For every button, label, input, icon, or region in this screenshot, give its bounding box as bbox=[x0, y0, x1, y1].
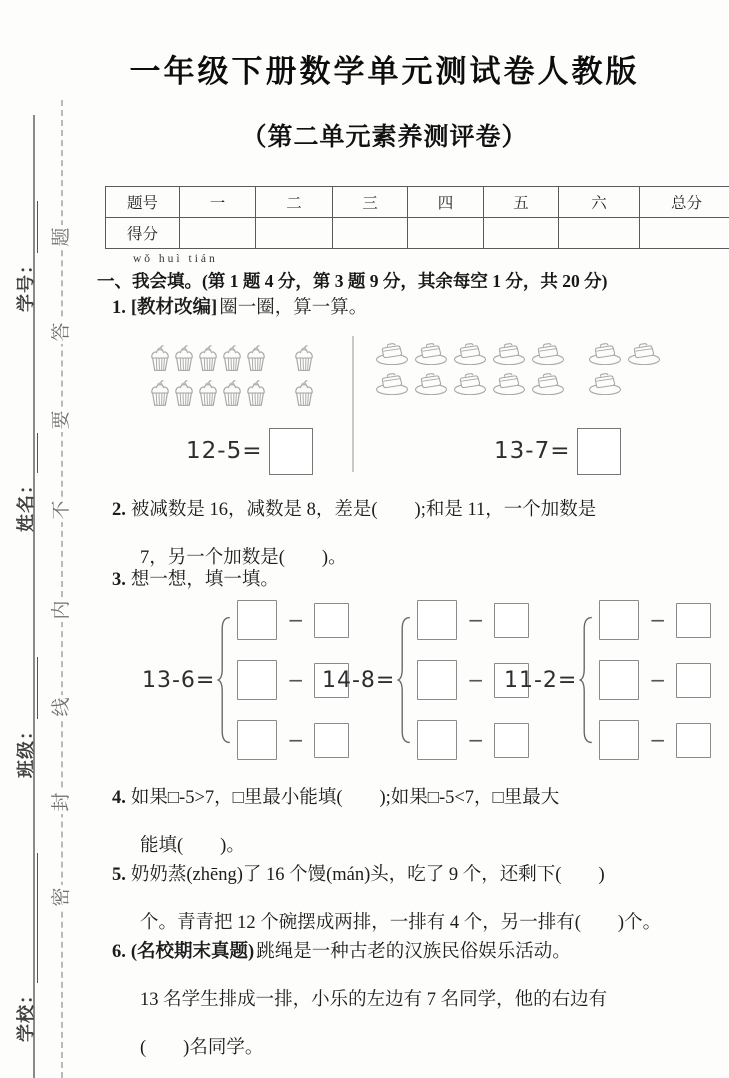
score-table-header-cell: 二 bbox=[256, 187, 333, 218]
seal-char: 题 bbox=[50, 225, 74, 249]
cupcake-icon bbox=[292, 344, 315, 372]
cupcake-icon bbox=[244, 344, 267, 372]
q3-group bbox=[142, 596, 349, 764]
q3-group bbox=[504, 596, 711, 764]
seal-char: 不 bbox=[50, 498, 74, 522]
q3-row bbox=[599, 600, 711, 640]
equation-2 bbox=[494, 426, 621, 476]
cake-icon bbox=[530, 372, 566, 395]
cake-icon bbox=[413, 372, 449, 395]
q3-expression: 14-8= bbox=[322, 667, 396, 693]
seal-char: 密 bbox=[50, 885, 74, 909]
pinyin-annotation: wǒ huì tián bbox=[133, 253, 218, 265]
question-6-tag: (名校期末真题) bbox=[130, 942, 255, 962]
section-1-number: 一、 bbox=[97, 271, 132, 291]
question-3-text: 想一想，填一填。 bbox=[130, 570, 279, 590]
cake-icon bbox=[587, 342, 623, 365]
question-6-line2: 13 名学生排成一排，小乐的左边有 7 名同学，他的右边有 bbox=[140, 990, 608, 1010]
section-1-points: 。(第 1 题 4 分，第 3 题 9 分，其余每空 1 分，共 20 分) bbox=[184, 271, 608, 291]
question-1-number: 1. bbox=[112, 298, 126, 318]
score-cell-empty bbox=[408, 218, 484, 249]
seal-char: 答 bbox=[50, 320, 74, 344]
cake-icon bbox=[530, 342, 566, 365]
student-info-label bbox=[16, 185, 38, 312]
question-2-line2: 7，另一个加数是( )。 bbox=[140, 548, 347, 568]
cupcake-icon bbox=[220, 379, 243, 407]
cake-icon bbox=[452, 342, 488, 365]
score-table-header-cell: 三 bbox=[333, 187, 408, 218]
cupcake-icon bbox=[292, 379, 315, 407]
cake-icon bbox=[452, 372, 488, 395]
score-table-corner: 题号 bbox=[106, 187, 180, 218]
cupcake-icon bbox=[196, 379, 219, 407]
cake-icon bbox=[626, 342, 662, 365]
score-cell-empty bbox=[640, 218, 729, 249]
question-1 bbox=[112, 284, 367, 332]
equation-1-text: 12-5= bbox=[186, 438, 263, 464]
question-2-line1: 被减数是 16，减数是 8，差是( );和是 11，一个加数是 bbox=[130, 500, 597, 520]
question-6 bbox=[112, 928, 607, 1072]
score-table bbox=[105, 186, 729, 249]
question-6-number: 6. bbox=[112, 942, 126, 962]
fill-box bbox=[237, 720, 277, 760]
cupcake-group bbox=[148, 344, 316, 414]
q3-group bbox=[322, 596, 529, 764]
question-5-line1: 奶奶蒸(zhēng)了 16 个馒(mán)头，吃了 9 个，还剩下( ) bbox=[130, 865, 605, 885]
fill-box bbox=[676, 663, 711, 698]
minus-sign: − bbox=[467, 668, 485, 692]
fill-box bbox=[417, 720, 457, 760]
cake-row bbox=[374, 372, 665, 395]
cake-icon bbox=[374, 342, 410, 365]
cake-icon bbox=[491, 342, 527, 365]
score-table-header-cell: 五 bbox=[484, 187, 559, 218]
page-subtitle: （第二单元素养测评卷） bbox=[241, 123, 528, 151]
minus-sign: − bbox=[287, 668, 305, 692]
minus-sign: − bbox=[649, 608, 667, 632]
answer-box bbox=[269, 428, 313, 475]
score-cell-empty bbox=[484, 218, 559, 249]
question-6-line3: ( )名同学。 bbox=[140, 1038, 264, 1058]
fill-box bbox=[417, 660, 457, 700]
equation-1 bbox=[186, 426, 313, 476]
cake-icon bbox=[374, 372, 410, 395]
question-6-line1: 跳绳是一种古老的汉族民俗娱乐活动。 bbox=[256, 942, 571, 962]
cake-icon bbox=[413, 342, 449, 365]
cupcake-icon bbox=[148, 379, 171, 407]
student-info-label bbox=[16, 420, 38, 532]
cake-icon bbox=[587, 372, 623, 395]
cupcake-row bbox=[148, 344, 316, 372]
cupcake-row bbox=[148, 379, 316, 407]
answer-box bbox=[577, 428, 621, 475]
q3-expression: 11-2= bbox=[504, 667, 578, 693]
cupcake-icon bbox=[196, 344, 219, 372]
fill-in-blank-line bbox=[19, 433, 38, 473]
fill-in-blank-line bbox=[19, 201, 38, 253]
fill-box bbox=[599, 720, 639, 760]
score-row-label: 得分 bbox=[106, 218, 180, 249]
score-cell-empty bbox=[180, 218, 256, 249]
score-table-header-cell: 四 bbox=[408, 187, 484, 218]
equation-2-text: 13-7= bbox=[494, 438, 571, 464]
fill-box bbox=[676, 603, 711, 638]
group-gap bbox=[268, 371, 292, 372]
cake-group bbox=[374, 342, 665, 402]
minus-sign: − bbox=[467, 608, 485, 632]
fill-box bbox=[599, 600, 639, 640]
minus-sign: − bbox=[287, 728, 305, 752]
minus-sign: − bbox=[467, 728, 485, 752]
score-table-header-cell: 一 bbox=[180, 187, 256, 218]
page-title: 一年级下册数学单元测试卷人教版 bbox=[129, 54, 640, 89]
q3-rows bbox=[599, 600, 711, 760]
question-4-number: 4. bbox=[112, 788, 126, 808]
student-info-label bbox=[16, 833, 38, 1042]
score-cell-empty bbox=[333, 218, 408, 249]
student-info-label bbox=[16, 640, 38, 778]
question-5-line2: 个。青青把 12 个碗摆成两排，一排有 4 个，另一排有( )个。 bbox=[140, 913, 662, 933]
question-1-text: 圈一圈，算一算。 bbox=[219, 298, 368, 318]
group-gap bbox=[268, 406, 292, 407]
question-5-number: 5. bbox=[112, 865, 126, 885]
fill-box bbox=[237, 600, 277, 640]
fill-box bbox=[417, 600, 457, 640]
seal-char: 封 bbox=[50, 790, 74, 814]
question-1-tag: [教材改编] bbox=[130, 298, 218, 318]
minus-sign: − bbox=[649, 728, 667, 752]
score-table-header-cell: 总分 bbox=[640, 187, 729, 218]
question-4-line1: 如果□-5>7，□里最小能填( );如果□-5<7，□里最大 bbox=[130, 788, 560, 808]
seal-char: 线 bbox=[50, 695, 74, 719]
cake-icon bbox=[491, 372, 527, 395]
score-table-header-cell: 六 bbox=[559, 187, 640, 218]
seal-char: 内 bbox=[50, 598, 74, 622]
fill-in-blank-line bbox=[19, 657, 38, 719]
question-4-line2: 能填( )。 bbox=[140, 836, 245, 856]
cupcake-icon bbox=[148, 344, 171, 372]
cupcake-icon bbox=[220, 344, 243, 372]
student-info-label-text: 姓名： bbox=[16, 475, 36, 532]
score-cell-empty bbox=[256, 218, 333, 249]
student-info-label-text: 学号： bbox=[16, 255, 36, 312]
score-cell-empty bbox=[559, 218, 640, 249]
group-gap bbox=[569, 394, 587, 395]
student-info-label-text: 班级： bbox=[16, 721, 36, 778]
cupcake-icon bbox=[244, 379, 267, 407]
fill-box bbox=[599, 660, 639, 700]
question-2-number: 2. bbox=[112, 500, 126, 520]
q3-row bbox=[599, 720, 711, 760]
brace-icon bbox=[217, 599, 233, 761]
panel-divider bbox=[352, 336, 354, 472]
cupcake-icon bbox=[172, 379, 195, 407]
q3-expression: 13-6= bbox=[142, 667, 216, 693]
minus-sign: − bbox=[649, 668, 667, 692]
group-gap bbox=[569, 364, 587, 365]
fill-box bbox=[676, 723, 711, 758]
brace-icon bbox=[397, 599, 413, 761]
fill-in-blank-line bbox=[19, 853, 38, 983]
cake-row bbox=[374, 342, 665, 365]
minus-sign: − bbox=[287, 608, 305, 632]
brace-icon bbox=[579, 599, 595, 761]
section-1-title: 我会填 bbox=[132, 271, 185, 291]
q3-row bbox=[599, 660, 711, 700]
seal-char: 要 bbox=[50, 408, 74, 432]
student-info-label-text: 学校： bbox=[16, 985, 36, 1042]
fill-box bbox=[237, 660, 277, 700]
cupcake-icon bbox=[172, 344, 195, 372]
question-3-number: 3. bbox=[112, 570, 126, 590]
